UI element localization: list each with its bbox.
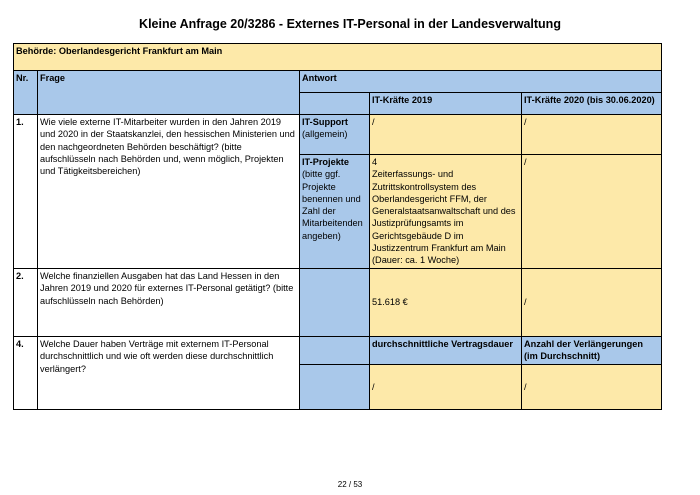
q4-question: Welche Dauer haben Verträge mit externem IT-Personal durchschnittlich und wie oft werden diese durchschnittlich verlängert?: [38, 337, 300, 410]
q1-support-row: [14, 115, 662, 155]
q1-projekte-label-cell: [300, 155, 370, 269]
q2-nr: 2.: [14, 269, 38, 337]
q1-projekte-2019-cell: [370, 155, 522, 269]
q1-projekte-label: IT-Projekte: [302, 157, 349, 167]
q2-value-2020: /: [522, 269, 662, 337]
authority-label: Behörde: Oberlandesgericht Frankfurt am Main: [14, 44, 662, 71]
q1-support-label-cell: [300, 115, 370, 155]
header-frage: Frage: [38, 71, 300, 115]
q1-projekte-description: Zeiterfassungs- und Zutrittskontrollsystem des Oberlandesgericht FFM, der Generalstaatsanwaltschaft und des Justizprüfungsamts im Gerichtsgebäude D im Justizzentrum Frankfurt am Main (Dauer: ca. 1 Woche): [372, 169, 516, 266]
q1-projekte-sub: (bitte ggf. Projekte benennen und Zahl der Mitarbeitenden angeben): [302, 169, 363, 241]
q2-row: [14, 269, 662, 337]
q4-header-row: [14, 337, 662, 365]
q4-label-cell-top: [300, 337, 370, 365]
header-antwort: Antwort: [300, 71, 662, 93]
q4-header-extensions: Anzahl der Verlängerungen (im Durchschnitt): [522, 337, 662, 365]
q4-value-duration: /: [370, 365, 522, 410]
q4-header-duration: durchschnittliche Vertragsdauer: [370, 337, 522, 365]
q1-support-sub: (allgemein): [302, 129, 348, 140]
header-nr: Nr.: [14, 71, 38, 115]
header-2020: IT-Kräfte 2020 (bis 30.06.2020): [522, 93, 662, 115]
q2-label-cell: [300, 269, 370, 337]
q2-question: Welche finanziellen Ausgaben hat das Land Hessen in den Jahren 2019 und 2020 für externes IT-Personal getätigt? (bitte aufschlüsseln nach Behörden): [38, 269, 300, 337]
q2-value-2019: 51.618 €: [370, 269, 522, 337]
page-number: 22 / 53: [337, 480, 363, 489]
q4-nr: 4.: [14, 337, 38, 410]
q1-projekte-count: 4: [372, 157, 378, 167]
q1-support-2019: /: [370, 115, 522, 155]
header-row: [14, 71, 662, 93]
authority-row: [14, 44, 662, 71]
q1-support-label: IT-Support: [302, 117, 348, 127]
q1-projekte-2020: /: [522, 155, 662, 269]
document-title: Kleine Anfrage 20/3286 - Externes IT-Personal in der Landesverwaltung: [139, 17, 561, 31]
header-2019: IT-Kräfte 2019: [370, 93, 522, 115]
q4-label-cell-bottom: [300, 365, 370, 410]
q1-nr: 1.: [14, 115, 38, 269]
q1-support-2020: /: [522, 115, 662, 155]
q4-value-extensions: /: [522, 365, 662, 410]
q1-question: Wie viele externe IT-Mitarbeiter wurden in den Jahren 2019 und 2020 in der Staatskanzlei, den hessischen Ministerien und den nachgeordneten Behörden beschäftigt? (bitte aufschlüsseln nach Behörden und, wenn möglich, Projekten und Tätigkeitsbereichen): [38, 115, 300, 269]
answer-table: [13, 43, 662, 410]
subheader-empty: [300, 93, 370, 115]
